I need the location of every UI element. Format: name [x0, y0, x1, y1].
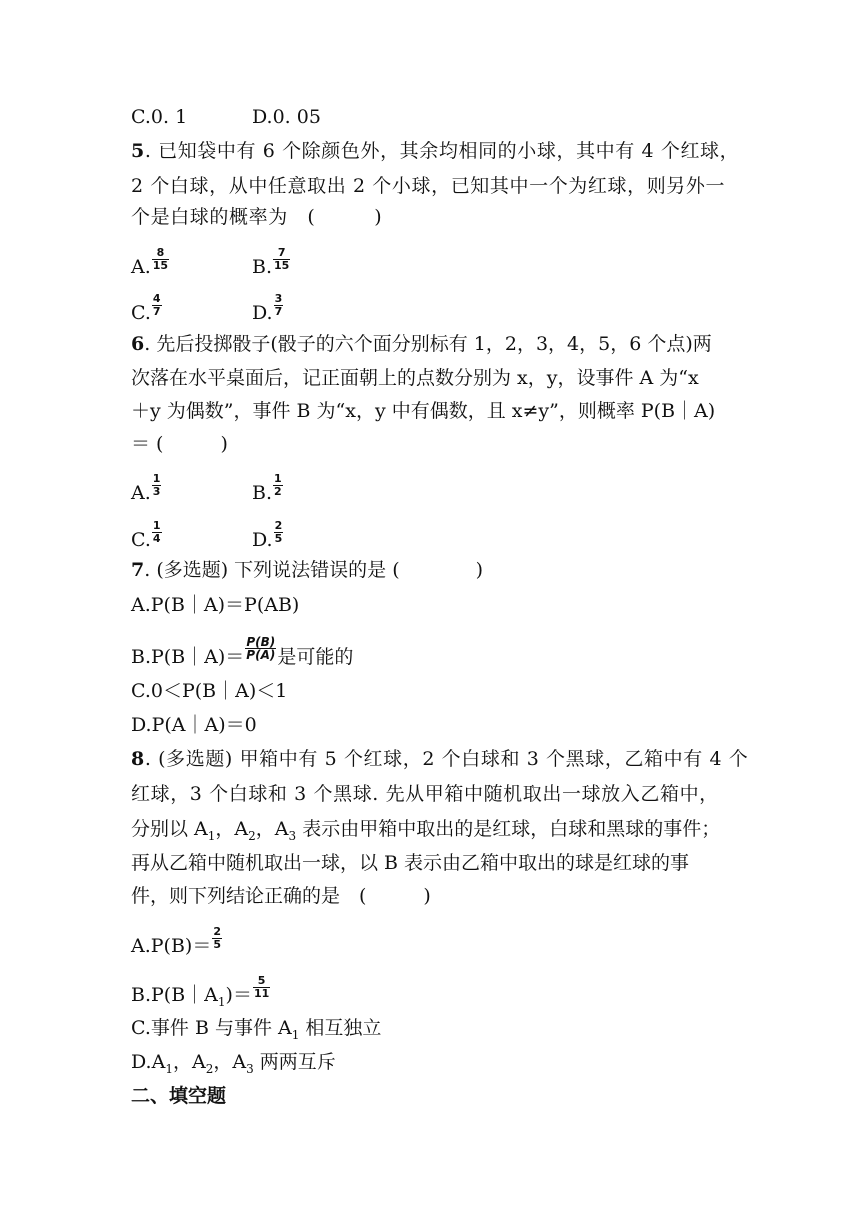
q8-line-5: 件，则下列结论正确的是 ( ) — [131, 885, 431, 907]
q6-number: 6 — [131, 333, 145, 355]
q7-option-b-suffix: 是可能的 — [277, 646, 354, 668]
q5-option-b — [252, 245, 291, 282]
q7-option-b — [131, 634, 354, 672]
q8-line-1 — [131, 744, 748, 774]
q5-option-d — [252, 291, 284, 328]
q6-option-d — [252, 518, 284, 555]
option-label: A. — [131, 256, 151, 278]
q7-number: 7 — [131, 559, 145, 581]
q7-line-1 — [131, 555, 483, 585]
fraction: $\frac{4}{7}$ — [152, 291, 161, 318]
option-label: B. — [252, 256, 273, 278]
q6-option-c — [131, 518, 163, 555]
q7-option-a: A.P(B｜A)＝P(AB) — [131, 594, 300, 616]
q4-option-d: D.0. 05 — [252, 106, 321, 128]
option-label: A. — [131, 482, 151, 504]
q5-option-c — [131, 291, 163, 328]
fraction: $\frac{1}{4}$ — [152, 518, 161, 545]
q5-line-1 — [131, 136, 739, 166]
option-label: D. — [252, 302, 273, 324]
option-label: C. — [131, 302, 151, 324]
q8-option-a: A.P(B)＝ $\frac{2}{5}$ — [131, 924, 221, 957]
q6-option-b — [252, 471, 284, 508]
option-label: C. — [131, 529, 151, 551]
q8-option-d: $D.A_1$，$A_2$，$A_3$ 两两互斥 — [131, 1051, 336, 1076]
q8-line-4: 再从乙箱中随机取出一球，以 B 表示由乙箱中取出的球是红球的事 — [131, 852, 690, 874]
q6-option-a — [131, 471, 162, 508]
fraction: $\frac{2}{5}$ — [213, 924, 221, 951]
q7-option-c: C.0＜P(B｜A)＜1 — [131, 680, 288, 702]
fraction: $\frac{3}{7}$ — [274, 291, 283, 318]
q8-number: 8 — [131, 748, 145, 770]
q6-line-3: ＋y 为偶数”，事件 B 为“x，y 中有偶数，且 x≠y”，则概率 P(B｜A) — [131, 400, 716, 422]
section-heading: 二、填空题 — [131, 1085, 227, 1107]
fraction: $\frac{8}{15}$ — [152, 245, 169, 272]
q5-text-1: . 已知袋中有 6 个除颜色外，其余均相同的小球，其中有 4 个红球， — [144, 140, 740, 162]
q8-line-2: 红球，3 个白球和 3 个黑球. 先从甲箱中随机取出一球放入乙箱中， — [131, 783, 719, 805]
option-label: B. — [252, 482, 273, 504]
q4-option-c: C.0. 1 — [131, 106, 188, 128]
q5-option-a — [131, 245, 170, 282]
q5-number: 5 — [131, 140, 145, 162]
option-label: D. — [252, 529, 273, 551]
q6-line-2: 次落在水平桌面后，记正面朝上的点数分别为 x，y，设事件 A 为“x — [131, 367, 699, 389]
fraction: $\frac{1}{2}$ — [274, 471, 282, 498]
fraction: $\frac{7}{15}$ — [274, 245, 290, 272]
fraction: $\frac{P(B)}{P(A)}$ — [246, 634, 276, 662]
q8-text-1: . (多选题) 甲箱中有 5 个红球，2 个白球和 3 个黑球，乙箱中有 4 个 — [144, 748, 749, 770]
q6-text-1: . 先后投掷骰子(骰子的六个面分别标有 1，2，3，4，5，6 个点)两 — [144, 333, 712, 355]
q5-line-2: 2 个白球，从中任意取出 2 个小球，已知其中一个为红球，则另外一 — [131, 175, 726, 197]
fraction: $\frac{1}{3}$ — [152, 471, 161, 498]
q7-option-b-prefix: B.P(B｜A)＝ — [131, 646, 245, 668]
q7-text-1: . (多选题) 下列说法错误的是 ( ) — [144, 559, 484, 581]
fraction: $\frac{5}{11}$ — [253, 973, 270, 1000]
q7-option-d: D.P(A｜A)＝0 — [131, 714, 257, 736]
q5-line-3: 个是白球的概率为 ( ) — [131, 206, 383, 228]
q8-option-c: C.事件 B 与事件 $A_1$ 相互独立 — [131, 1017, 382, 1042]
q6-line-1 — [131, 329, 712, 359]
q8-line-3: 分别以 $A_1$，$A_2$，$A_3$ 表示由甲箱中取出的是红球，白球和黑球的事件； — [131, 818, 721, 843]
q6-line-4: ＝ ( ) — [131, 433, 228, 455]
q8-option-b: $B.P(B|A_1)=$ $\frac{5}{11}$ — [131, 973, 270, 1009]
fraction: $\frac{2}{5}$ — [274, 518, 283, 545]
